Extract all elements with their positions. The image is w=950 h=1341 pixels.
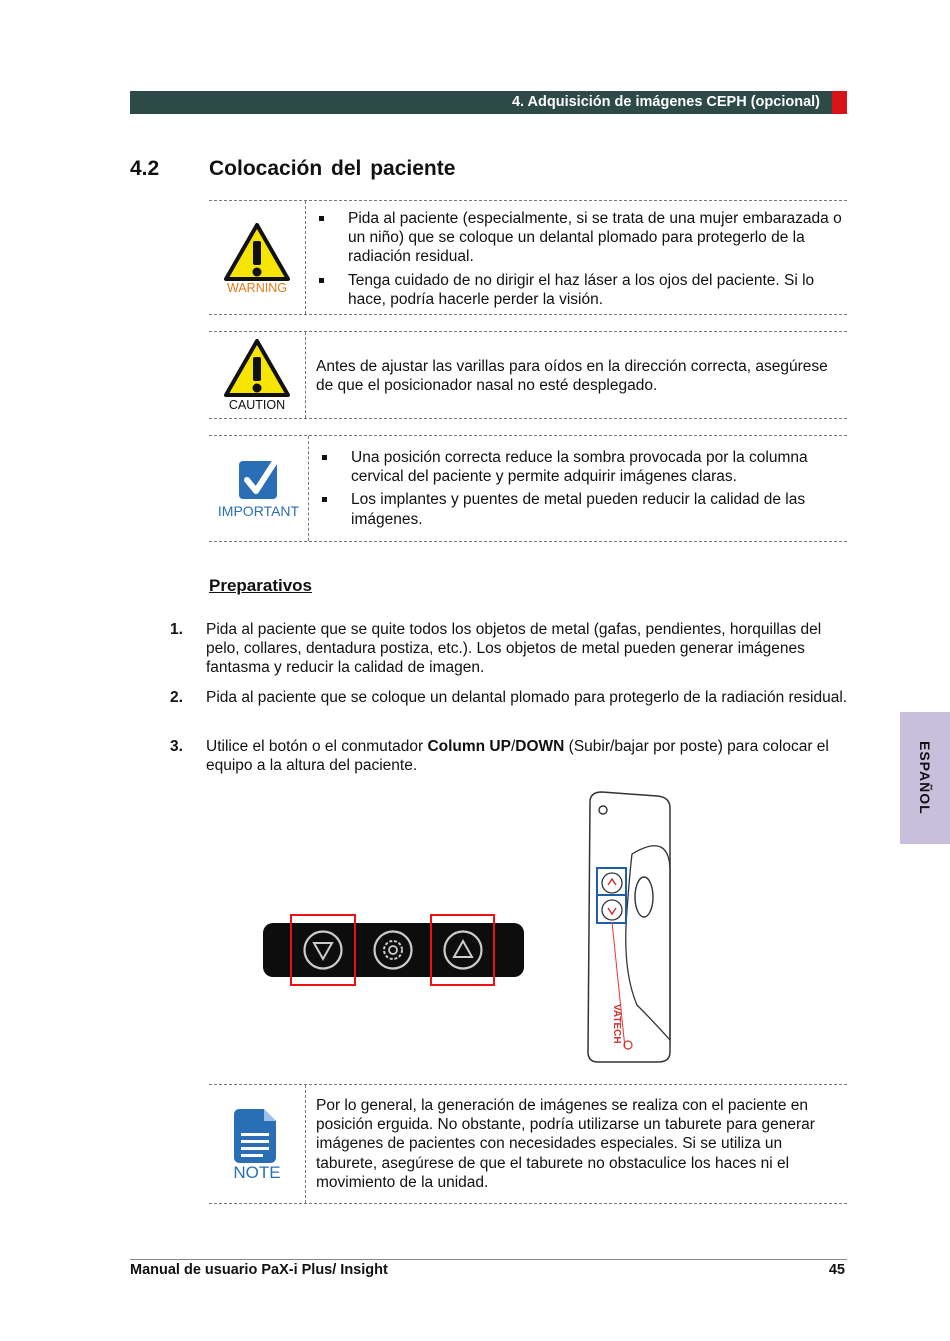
section-number: 4.2 xyxy=(130,157,160,180)
device-brand-logo: VATECH xyxy=(611,1004,622,1044)
note-document-icon xyxy=(234,1109,278,1163)
important-icon-cell xyxy=(209,436,309,541)
warning-item: Pida al paciente (especialmente, si se trata de una mujer embarazada o un niño) que se coloque un delantal plomado para protegerlo de la radiación residual. xyxy=(316,209,847,267)
warning-box xyxy=(209,200,847,315)
section-title: Colocación del paciente xyxy=(209,157,456,180)
important-item: Los implantes y puentes de metal pueden reducir la calidad de las imágenes. xyxy=(319,490,847,528)
important-label: IMPORTANT xyxy=(217,503,300,519)
column-device-illustration xyxy=(582,790,678,1066)
note-box xyxy=(209,1084,847,1204)
step-number: 2. xyxy=(170,689,183,706)
step-text: Pida al paciente que se coloque un delantal plomado para protegerlo de la radiación residual. xyxy=(206,689,848,706)
note-text: Por lo general, la generación de imágenes se realiza con el paciente en posición erguida. No obstante, podría utilizarse un taburete para generar imágenes de pacientes con necesidades especiales. Si se utiliza un taburete, asegúrese de que el taburete no obstaculice los haces ni el movimiento de la unidad. xyxy=(316,1097,815,1191)
checkmark-icon xyxy=(238,458,280,502)
important-box xyxy=(209,435,847,542)
step-text-part: Utilice el botón o el conmutador xyxy=(206,738,428,755)
page-number: 45 xyxy=(828,1262,845,1278)
warning-icon xyxy=(223,221,291,283)
step-number: 1. xyxy=(170,621,183,638)
column-up-label: Column UP xyxy=(427,738,511,755)
column-down-label: DOWN xyxy=(515,738,565,755)
important-content xyxy=(319,448,847,533)
language-tab-label: ESPAÑOL xyxy=(917,741,933,815)
step-3 xyxy=(170,737,850,775)
caution-icon-cell xyxy=(209,332,306,418)
important-item: Una posición correcta reduce la sombra provocada por la columna cervical del paciente y permite adquirir imágenes claras. xyxy=(319,448,847,486)
caution-text: Antes de ajustar las varillas para oídos en la dirección correcta, asegúrese de que el posicionador nasal no esté desplegado. xyxy=(316,358,828,395)
warning-label: WARNING xyxy=(227,281,287,295)
note-label: NOTE xyxy=(233,1163,281,1182)
step-text-part: / xyxy=(510,738,516,755)
footer-divider xyxy=(130,1259,847,1260)
warning-icon-cell xyxy=(209,201,306,314)
warning-content xyxy=(316,209,847,313)
header-accent xyxy=(832,91,847,114)
step-number: 3. xyxy=(170,738,183,755)
step-text xyxy=(206,737,850,775)
warning-item: Tenga cuidado de no dirigir el haz láser a los ojos del paciente. Si lo hace, podría hacerle perder la visión. xyxy=(316,271,847,309)
step-2 xyxy=(170,688,850,707)
caution-box xyxy=(209,331,847,419)
step-1 xyxy=(170,620,850,678)
control-panel-illustration xyxy=(260,910,528,990)
chapter-title: 4. Adquisición de imágenes CEPH (opcional) xyxy=(511,94,820,110)
caution-label: CAUTION xyxy=(228,398,286,412)
preparativos-heading: Preparativos xyxy=(209,576,312,595)
caution-icon xyxy=(223,337,291,399)
step-text-part: (Subir/bajar por poste) para colocar el equipo a la altura del paciente. xyxy=(206,738,829,775)
note-icon-cell xyxy=(209,1085,306,1203)
step-text: Pida al paciente que se quite todos los objetos de metal (gafas, pendientes, horquillas del pelo, collares, dentadura postiza, etc.). Los objetos de metal pueden generar imágenes fantasma y reducir la calidad de imagen. xyxy=(206,621,822,677)
footer-manual-title: Manual de usuario PaX-i Plus/ Insight xyxy=(130,1262,388,1278)
